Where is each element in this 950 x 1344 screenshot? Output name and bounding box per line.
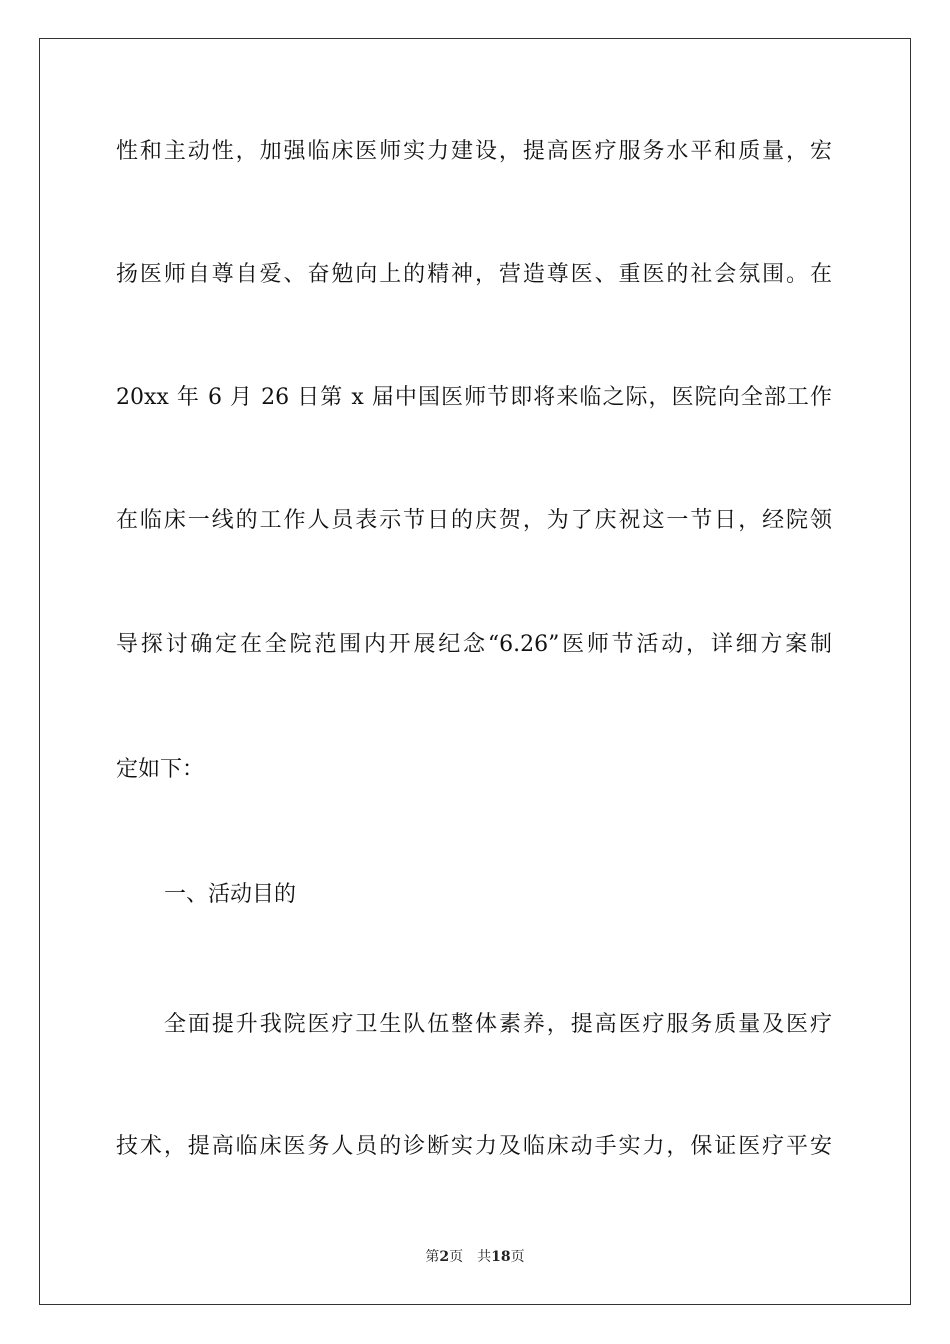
body-line-3: 20xx 年 6 月 26 日第 x 届中国医师节即将来临之际，医院向全部工作 (116, 385, 832, 410)
body-line-5: 导探讨确定在全院范围内开展纪念“6.26”医师节活动，详细方案制 (116, 632, 832, 657)
body-line-2: 扬医师自尊自爱、奋勉向上的精神，营造尊医、重医的社会氛围。在 (116, 262, 832, 287)
section-heading: 一、活动目的 (164, 882, 297, 907)
footer-total-suffix: 页 (510, 1249, 525, 1265)
para2-line-1: 全面提升我院医疗卫生队伍整体素养，提高医疗服务质量及医疗 (164, 1012, 832, 1037)
body-line-4: 在临床一线的工作人员表示节日的庆贺，为了庆祝这一节日，经院领 (116, 508, 832, 533)
para2-line-2: 技术，提高临床医务人员的诊断实力及临床动手实力，保证医疗平安 (116, 1134, 832, 1159)
footer-total-pages: 18 (491, 1249, 511, 1265)
body-line-6: 定如下： (116, 757, 205, 782)
footer-page-suffix: 页 (449, 1249, 464, 1265)
footer-page-number: 2 (439, 1249, 450, 1265)
footer-page-prefix: 第 (425, 1249, 440, 1265)
page-footer (0, 1247, 950, 1267)
body-line-1: 性和主动性，加强临床医师实力建设，提高医疗服务水平和质量，宏 (116, 139, 832, 164)
page-frame (39, 38, 911, 1305)
footer-total-prefix: 共 (477, 1249, 492, 1265)
